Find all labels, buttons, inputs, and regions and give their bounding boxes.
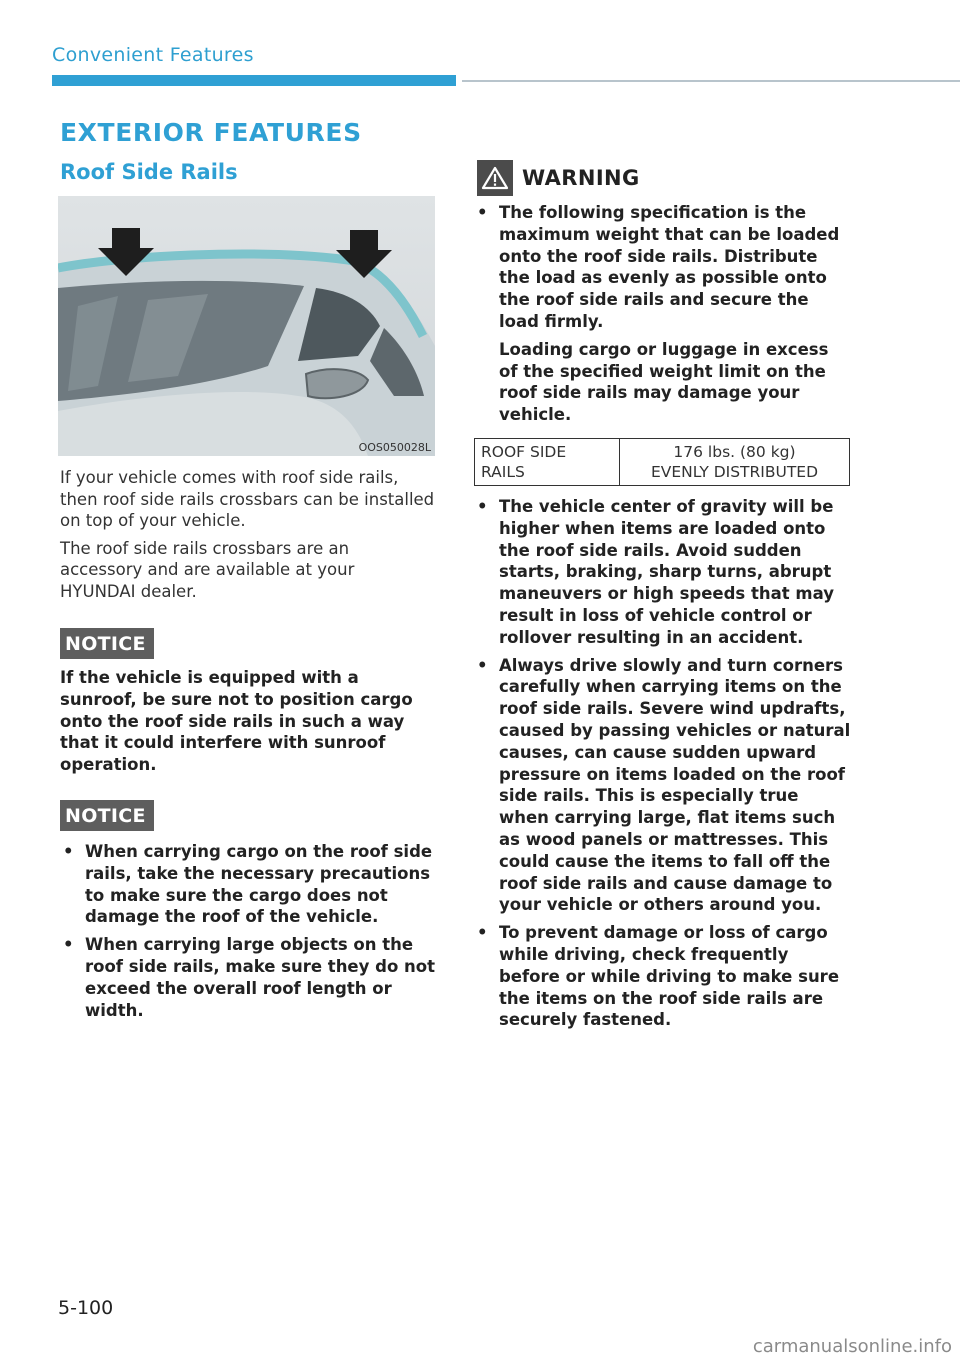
spec-value [620, 438, 850, 485]
list-item: • When carrying large objects on the roof side rails, make sure they do not exceed the overall roof length or width. [60, 934, 435, 1021]
list-item: • To prevent damage or loss of cargo while driving, check frequently before or while driving to make sure the items on the roof side rails are securely fastened. [474, 922, 852, 1031]
spec-label: ROOF SIDE RAILS [475, 438, 620, 485]
warning-item-text: The following specification is the maximum weight that can be loaded onto the roof side rails. Distribute the load as evenly as possible onto the roof side rails and secure the load firmly. [499, 203, 840, 331]
notice-badge: NOTICE [60, 628, 154, 659]
table-row [475, 438, 850, 485]
list-item: • The vehicle center of gravity will be higher when items are loaded onto the roof side rails. Avoid sudden starts, braking, sharp turns, abrupt maneuvers or high speeds that may result in loss of vehicle control or rollover resulting in an accident. [474, 496, 852, 649]
warning-list [474, 202, 852, 426]
intro-paragraph-1: If your vehicle comes with roof side rails, then roof side rails crossbars can be installed on top of your vehicle. [60, 468, 435, 530]
watermark: carmanualsonline.info [752, 1336, 952, 1357]
page-number: 5-100 [58, 1297, 114, 1319]
intro-paragraph-2: The roof side rails crossbars are an accessory and are available at your HYUNDAI dealer. [60, 538, 355, 601]
notice-text: If the vehicle is equipped with a sunroof, be sure not to position cargo onto the roof side rails in such a way that it could interfere with sunroof operation. [60, 668, 413, 775]
warning-triangle-icon [477, 160, 513, 196]
list-item: • When carrying cargo on the roof side rails, take the necessary precautions to make sure the cargo does not damage the roof of the vehicle. [60, 841, 435, 928]
car-roof-drawing [58, 196, 435, 456]
load-spec-table [474, 438, 850, 486]
figure-code: OOS050028L [358, 441, 431, 454]
section-title: EXTERIOR FEATURES [60, 118, 362, 147]
warning-title: WARNING [522, 166, 640, 190]
subsection-title: Roof Side Rails [60, 160, 238, 184]
spec-value-line-1: 176 lbs. (80 kg) [673, 442, 796, 461]
roof-rails-illustration [58, 196, 435, 456]
warning-header [477, 160, 640, 196]
header-accent-bar [52, 75, 456, 86]
warning-item-extra: Loading cargo or luggage in excess of the specified weight limit on the roof side rails may damage your vehicle. [499, 339, 829, 425]
header-title: Convenient Features [52, 44, 254, 66]
notice-block-2 [60, 800, 435, 1021]
header-rule [462, 80, 960, 82]
notice-list [60, 841, 435, 1021]
warning-body [474, 202, 852, 1031]
list-item: • Always drive slowly and turn corners carefully when carrying items on the roof side rails. Severe wind updrafts, caused by passing vehicles or natural causes, can cause sudden upward pressure on items loaded on the roof side rails. This is especially true when carrying large, flat items such as wood panels or mattresses. This could cause the items to fall off the roof side rails and cause damage to your vehicle or others around you. [474, 655, 852, 917]
notice-block-1 [60, 628, 435, 776]
warning-list-2 [474, 496, 852, 1031]
spec-value-line-2: EVENLY DISTRIBUTED [650, 462, 819, 481]
list-item [474, 202, 852, 426]
notice-badge: NOTICE [60, 800, 154, 831]
left-intro [60, 467, 435, 602]
